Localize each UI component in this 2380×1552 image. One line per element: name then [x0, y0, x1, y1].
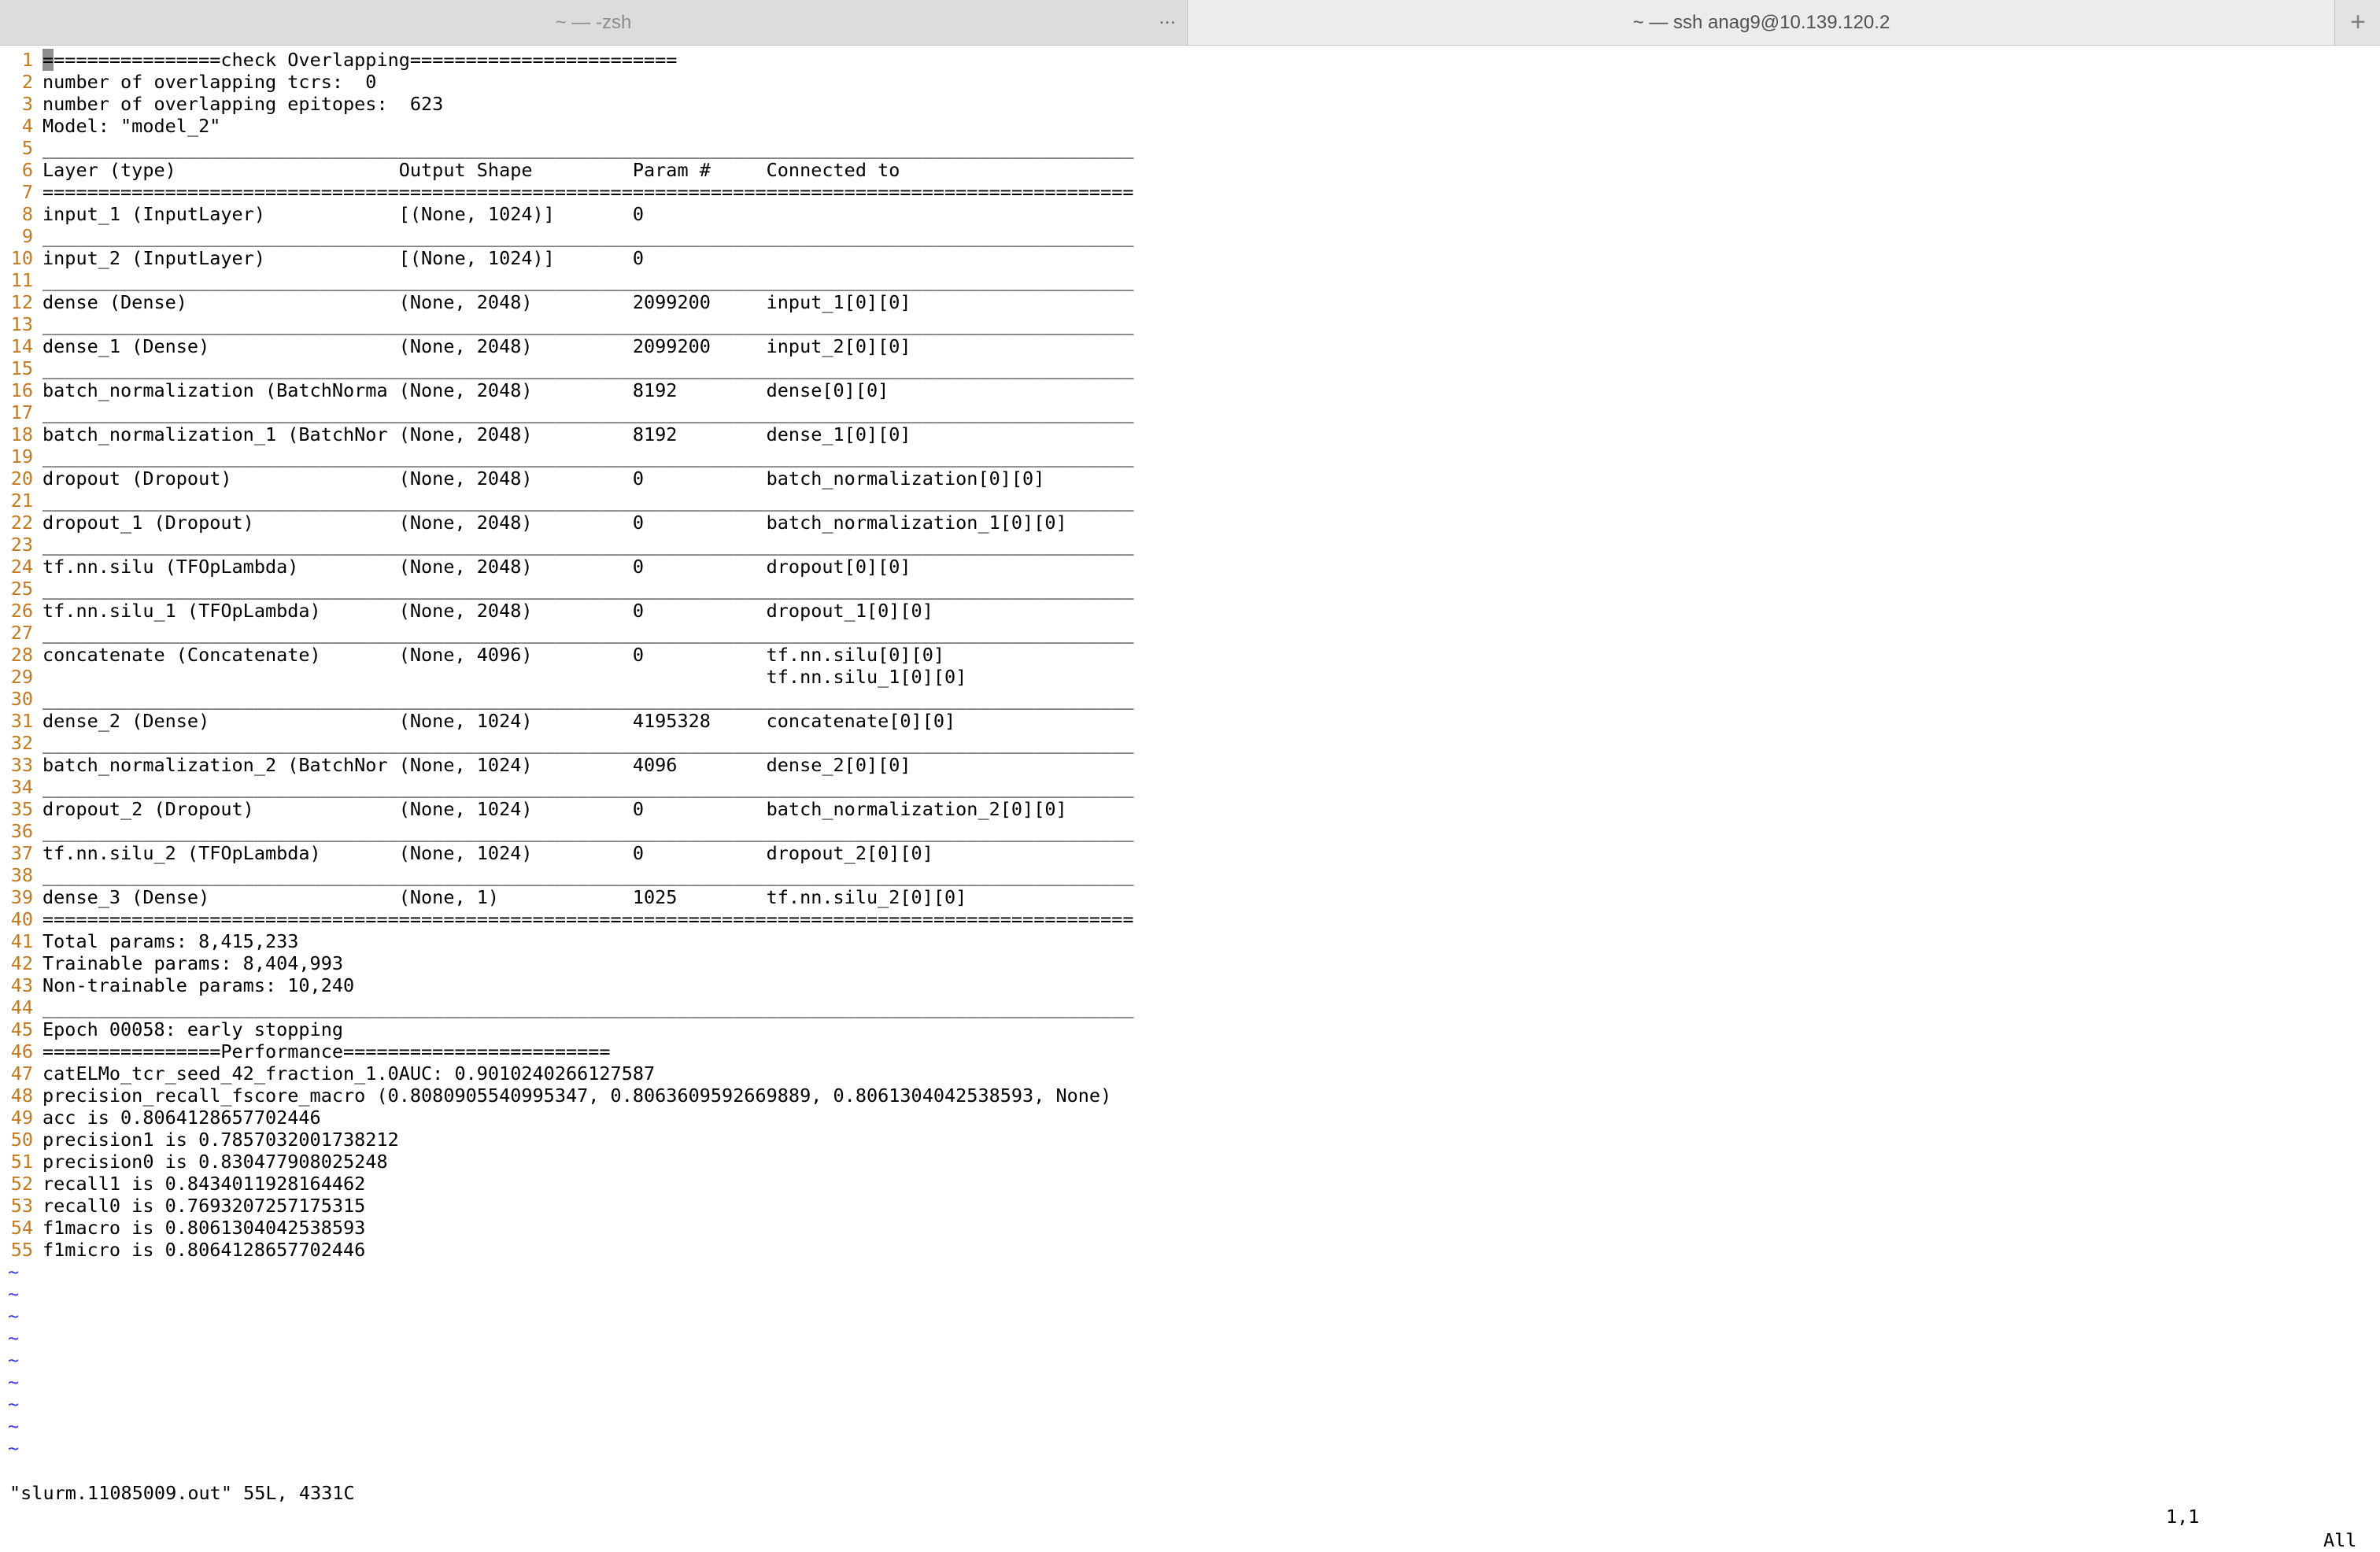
line-number: 5: [21, 137, 33, 159]
line-number: 50: [10, 1129, 33, 1151]
line-text: __________________________________________________________________________________________________: [42, 732, 1134, 754]
vim-empty-lines: [0, 1261, 2380, 1459]
buffer-line[interactable]: [0, 71, 2380, 93]
buffer-line[interactable]: [0, 600, 2380, 622]
line-number: 35: [10, 798, 33, 820]
buffer-line[interactable]: [0, 225, 2380, 247]
text-cursor: =: [42, 49, 54, 71]
line-number: 48: [10, 1085, 33, 1107]
line-number: 13: [10, 313, 33, 335]
line-number: 29: [10, 666, 33, 688]
tab-ssh[interactable]: [1188, 0, 2334, 45]
line-text: __________________________________________________________________________________________________: [42, 996, 1134, 1018]
line-text: batch_normalization (BatchNorma (None, 2048) 8192 dense[0][0]: [42, 379, 889, 401]
line-text: input_2 (InputLayer) [(None, 1024)] 0: [42, 247, 645, 269]
buffer-line[interactable]: [0, 886, 2380, 908]
line-number: 51: [10, 1151, 33, 1173]
line-text: tf.nn.silu_2 (TFOpLambda) (None, 1024) 0 dropout_2[0][0]: [42, 842, 933, 864]
line-text: __________________________________________________________________________________________________: [42, 534, 1134, 556]
line-number: 27: [10, 622, 33, 644]
empty-line-tilde: ~: [8, 1393, 20, 1415]
line-number: 46: [10, 1040, 33, 1062]
line-number: 21: [10, 490, 33, 512]
empty-line-tilde: ~: [8, 1437, 20, 1459]
line-number: 30: [10, 688, 33, 710]
line-text: __________________________________________________________________________________________________: [42, 313, 1134, 335]
line-number: 49: [10, 1107, 33, 1129]
buffer-line[interactable]: [0, 401, 2380, 423]
line-number: 11: [10, 269, 33, 291]
buffer-line[interactable]: [0, 1085, 2380, 1107]
line-text: concatenate (Concatenate) (None, 4096) 0 tf.nn.silu[0][0]: [42, 644, 945, 666]
buffer-line[interactable]: [0, 247, 2380, 269]
line-text: catELMo_tcr_seed_42_fraction_1.0AUC: 0.9010240266127587: [42, 1062, 656, 1085]
line-number: 15: [10, 357, 33, 379]
buffer-line[interactable]: [0, 159, 2380, 181]
buffer-line[interactable]: [0, 137, 2380, 159]
line-text: __________________________________________________________________________________________________: [42, 490, 1134, 512]
buffer-line[interactable]: [0, 313, 2380, 335]
empty-line-tilde: ~: [8, 1305, 20, 1327]
status-file-info: "slurm.11085009.out" 55L, 4331C: [9, 1482, 355, 1504]
buffer-line[interactable]: [0, 269, 2380, 291]
line-text: __________________________________________________________________________________________________: [42, 820, 1134, 842]
line-text: Epoch 00058: early stopping: [42, 1018, 344, 1040]
vim-buffer[interactable]: [0, 49, 2380, 1261]
buffer-line[interactable]: [0, 1239, 2380, 1261]
buffer-line[interactable]: [0, 622, 2380, 644]
line-text: dropout_2 (Dropout) (None, 1024) 0 batch_normalization_2[0][0]: [42, 798, 1067, 820]
buffer-line[interactable]: [0, 181, 2380, 203]
line-text: Model: "model_2": [42, 115, 221, 137]
line-text: number of overlapping tcrs: 0: [42, 71, 377, 93]
buffer-line[interactable]: [0, 864, 2380, 886]
line-text: input_1 (InputLayer) [(None, 1024)] 0: [42, 203, 645, 225]
line-number: 44: [10, 996, 33, 1018]
buffer-line[interactable]: [0, 930, 2380, 952]
line-text: dense (Dense) (None, 2048) 2099200 input_1[0][0]: [42, 291, 911, 313]
line-text: __________________________________________________________________________________________________: [42, 225, 1134, 247]
line-number: 12: [10, 291, 33, 313]
line-number: 33: [10, 754, 33, 776]
line-text: batch_normalization_2 (BatchNor (None, 1024) 4096 dense_2[0][0]: [42, 754, 911, 776]
line-text: dropout (Dropout) (None, 2048) 0 batch_normalization[0][0]: [42, 467, 1045, 490]
line-text: __________________________________________________________________________________________________: [42, 864, 1134, 886]
buffer-line[interactable]: [0, 357, 2380, 379]
line-text: tf.nn.silu_1 (TFOpLambda) (None, 2048) 0 dropout_1[0][0]: [42, 600, 933, 622]
line-number: 2: [21, 71, 33, 93]
line-text: acc is 0.8064128657702446: [42, 1107, 321, 1129]
line-number: 14: [10, 335, 33, 357]
line-number: 55: [10, 1239, 33, 1261]
buffer-line[interactable]: [0, 710, 2380, 732]
line-number: 47: [10, 1062, 33, 1085]
buffer-line[interactable]: [0, 512, 2380, 534]
buffer-line[interactable]: [0, 1018, 2380, 1040]
buffer-line[interactable]: [0, 842, 2380, 864]
tab-ssh-title: ~ — ssh anag9@10.139.120.2: [1632, 11, 1890, 33]
line-text: recall1 is 0.8434011928164462: [42, 1173, 366, 1195]
line-number: 26: [10, 600, 33, 622]
line-number: 20: [10, 467, 33, 490]
line-number: 42: [10, 952, 33, 974]
line-number: 41: [10, 930, 33, 952]
buffer-line[interactable]: [0, 423, 2380, 445]
buffer-line[interactable]: [0, 1062, 2380, 1085]
line-number: 4: [21, 115, 33, 137]
line-text: dense_2 (Dense) (None, 1024) 4195328 concatenate[0][0]: [42, 710, 956, 732]
buffer-line[interactable]: [0, 952, 2380, 974]
buffer-line[interactable]: [0, 1173, 2380, 1195]
line-number: 37: [10, 842, 33, 864]
line-text: __________________________________________________________________________________________________: [42, 401, 1134, 423]
line-text: Non-trainable params: 10,240: [42, 974, 355, 996]
line-text: tf.nn.silu (TFOpLambda) (None, 2048) 0 dropout[0][0]: [42, 556, 911, 578]
line-text: ================Performance========================: [42, 1040, 611, 1062]
buffer-line[interactable]: [0, 644, 2380, 666]
buffer-line[interactable]: [0, 754, 2380, 776]
buffer-line[interactable]: [0, 93, 2380, 115]
empty-line-tilde: ~: [8, 1327, 20, 1349]
buffer-line[interactable]: [0, 776, 2380, 798]
line-text: batch_normalization_1 (BatchNor (None, 2048) 8192 dense_1[0][0]: [42, 423, 911, 445]
line-number: 10: [10, 247, 33, 269]
buffer-line[interactable]: [0, 467, 2380, 490]
line-text: __________________________________________________________________________________________________: [42, 622, 1134, 644]
buffer-line[interactable]: [0, 1107, 2380, 1129]
line-number: 25: [10, 578, 33, 600]
buffer-line[interactable]: [0, 1217, 2380, 1239]
buffer-line[interactable]: [0, 820, 2380, 842]
buffer-line[interactable]: [0, 445, 2380, 467]
line-text: tf.nn.silu_1[0][0]: [42, 666, 967, 688]
buffer-line[interactable]: [0, 798, 2380, 820]
line-text: dense_3 (Dense) (None, 1) 1025 tf.nn.silu_2[0][0]: [42, 886, 967, 908]
buffer-line[interactable]: [0, 291, 2380, 313]
line-number: 54: [10, 1217, 33, 1239]
line-text: __________________________________________________________________________________________________: [42, 445, 1134, 467]
buffer-line[interactable]: [0, 556, 2380, 578]
status-cursor-position: 1,1: [2166, 1506, 2200, 1528]
line-text: dense_1 (Dense) (None, 2048) 2099200 input_2[0][0]: [42, 335, 911, 357]
tab-bar: [0, 0, 2380, 46]
buffer-line[interactable]: [0, 490, 2380, 512]
buffer-line[interactable]: [0, 666, 2380, 688]
line-number: 28: [10, 644, 33, 666]
line-number: 18: [10, 423, 33, 445]
buffer-line[interactable]: [0, 115, 2380, 137]
line-number: 24: [10, 556, 33, 578]
line-text: precision1 is 0.7857032001738212: [42, 1129, 399, 1151]
line-number: 1: [21, 49, 33, 71]
line-number: 17: [10, 401, 33, 423]
buffer-line[interactable]: [0, 1195, 2380, 1217]
buffer-line[interactable]: [0, 974, 2380, 996]
line-text: ==================================================================================================: [42, 181, 1134, 203]
line-text: f1macro is 0.8061304042538593: [42, 1217, 366, 1239]
line-text: __________________________________________________________________________________________________: [42, 137, 1134, 159]
line-number: 16: [10, 379, 33, 401]
tab-overflow-icon[interactable]: ...: [1159, 5, 1176, 28]
line-number: 36: [10, 820, 33, 842]
line-text: recall0 is 0.7693207257175315: [42, 1195, 366, 1217]
line-text: Trainable params: 8,404,993: [42, 952, 344, 974]
line-number: 32: [10, 732, 33, 754]
line-text: ================check Overlapping========================: [42, 49, 678, 71]
buffer-line[interactable]: [0, 534, 2380, 556]
buffer-line[interactable]: [0, 688, 2380, 710]
line-number: 9: [21, 225, 33, 247]
line-number: 23: [10, 534, 33, 556]
status-scroll-indicator: All: [2323, 1529, 2357, 1551]
line-number: 6: [21, 159, 33, 181]
tab-zsh-title: ~ — -zsh: [555, 11, 632, 33]
line-number: 34: [10, 776, 33, 798]
line-number: 3: [21, 93, 33, 115]
buffer-line[interactable]: [0, 49, 2380, 71]
line-number: 38: [10, 864, 33, 886]
line-text: __________________________________________________________________________________________________: [42, 688, 1134, 710]
buffer-line[interactable]: [0, 578, 2380, 600]
line-text: __________________________________________________________________________________________________: [42, 357, 1134, 379]
empty-line-tilde: ~: [8, 1261, 20, 1283]
line-number: 31: [10, 710, 33, 732]
buffer-line[interactable]: [0, 379, 2380, 401]
line-number: 45: [10, 1018, 33, 1040]
vim-status-line: [0, 1458, 2380, 1551]
line-text: __________________________________________________________________________________________________: [42, 578, 1134, 600]
buffer-line[interactable]: [0, 908, 2380, 930]
line-number: 53: [10, 1195, 33, 1217]
line-number: 43: [10, 974, 33, 996]
line-text: ==================================================================================================: [42, 908, 1134, 930]
line-number: 40: [10, 908, 33, 930]
tab-zsh[interactable]: [0, 0, 1188, 45]
line-number: 22: [10, 512, 33, 534]
line-text: Layer (type) Output Shape Param # Connected to: [42, 159, 900, 181]
buffer-line[interactable]: [0, 203, 2380, 225]
empty-line-tilde: ~: [8, 1283, 20, 1305]
line-number: 52: [10, 1173, 33, 1195]
line-number: 19: [10, 445, 33, 467]
buffer-line[interactable]: [0, 1040, 2380, 1062]
line-text: number of overlapping epitopes: 623: [42, 93, 444, 115]
new-tab-button[interactable]: [2334, 0, 2380, 45]
buffer-line[interactable]: [0, 732, 2380, 754]
buffer-line[interactable]: [0, 996, 2380, 1018]
buffer-line[interactable]: [0, 1151, 2380, 1173]
empty-line-tilde: ~: [8, 1415, 20, 1437]
line-text: __________________________________________________________________________________________________: [42, 269, 1134, 291]
line-text: __________________________________________________________________________________________________: [42, 776, 1134, 798]
empty-line-tilde: ~: [8, 1349, 20, 1371]
buffer-line[interactable]: [0, 1129, 2380, 1151]
line-number: 39: [10, 886, 33, 908]
line-text: f1micro is 0.8064128657702446: [42, 1239, 366, 1261]
line-text: precision_recall_fscore_macro (0.8080905540995347, 0.8063609592669889, 0.8061304042538593, None): [42, 1085, 1112, 1107]
line-number: 8: [21, 203, 33, 225]
line-text: precision0 is 0.830477908025248: [42, 1151, 388, 1173]
line-text: dropout_1 (Dropout) (None, 2048) 0 batch_normalization_1[0][0]: [42, 512, 1067, 534]
plus-icon: +: [2350, 7, 2366, 37]
buffer-line[interactable]: [0, 335, 2380, 357]
line-number: 7: [21, 181, 33, 203]
empty-line-tilde: ~: [8, 1371, 20, 1393]
line-text: Total params: 8,415,233: [42, 930, 299, 952]
